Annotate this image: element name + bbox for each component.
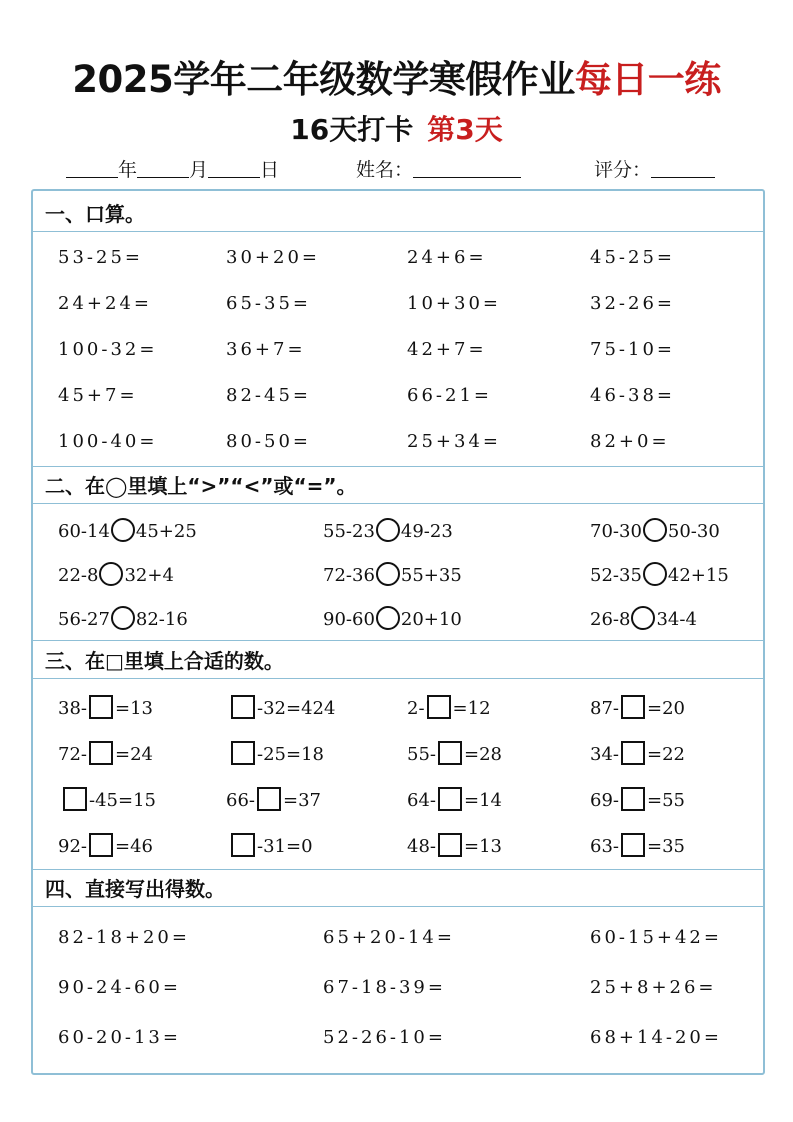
compare-problem xyxy=(323,562,462,589)
mixed-problem: 60-20-13= xyxy=(58,1027,181,1048)
compare-problem xyxy=(323,518,453,545)
mixed-problem: 25+8+26= xyxy=(590,977,717,998)
mixed-problem: 82-18+20= xyxy=(58,927,190,948)
answer-box[interactable] xyxy=(231,695,255,719)
divider xyxy=(33,231,763,232)
oral-problem: 100-40= xyxy=(58,431,158,452)
answer-circle[interactable] xyxy=(643,562,667,586)
mixed-problem: 90-24-60= xyxy=(58,977,181,998)
oral-problem: 36+7= xyxy=(226,339,306,360)
day-label: 日 xyxy=(260,159,280,181)
compare-problem xyxy=(323,606,462,633)
title-main: 2025学年二年级数学寒假作业 xyxy=(72,58,575,101)
section-3-title: 三、在□里填上合适的数。 xyxy=(45,649,284,673)
answer-circle[interactable] xyxy=(111,518,135,542)
oral-problem: 42+7= xyxy=(407,339,487,360)
answer-circle[interactable] xyxy=(376,562,400,586)
divider xyxy=(33,466,763,467)
answer-circle[interactable] xyxy=(111,606,135,630)
page-subtitle xyxy=(0,110,793,150)
divider xyxy=(33,678,763,679)
fill-problem: 87- =20 xyxy=(590,695,685,722)
answer-box[interactable] xyxy=(231,741,255,765)
subtitle-main: 16天打卡 xyxy=(290,113,414,146)
answer-circle[interactable] xyxy=(643,518,667,542)
divider xyxy=(33,640,763,641)
compare-problem xyxy=(58,606,188,633)
name-label: 姓名： xyxy=(356,159,414,181)
answer-box[interactable] xyxy=(89,833,113,857)
divider xyxy=(33,503,763,504)
fill-problem: -31=0 xyxy=(229,833,313,860)
subtitle-day: 第3天 xyxy=(427,113,503,146)
answer-box[interactable] xyxy=(231,833,255,857)
oral-problem: 82+0= xyxy=(590,431,670,452)
oral-problem: 66-21= xyxy=(407,385,492,406)
answer-box[interactable] xyxy=(438,787,462,811)
compare-problem xyxy=(590,518,720,545)
answer-circle[interactable] xyxy=(631,606,655,630)
answer-box[interactable] xyxy=(89,741,113,765)
oral-problem: 53-25= xyxy=(58,247,143,268)
compare-problem xyxy=(590,562,729,589)
oral-problem: 30+20= xyxy=(226,247,320,268)
answer-box[interactable] xyxy=(621,787,645,811)
mixed-problem: 68+14-20= xyxy=(590,1027,722,1048)
oral-problem: 100-32= xyxy=(58,339,158,360)
fill-problem: -45=15 xyxy=(61,787,156,814)
oral-problem: 45+7= xyxy=(58,385,138,406)
name-line xyxy=(356,158,521,184)
answer-circle[interactable] xyxy=(376,606,400,630)
oral-problem: 80-50= xyxy=(226,431,311,452)
fill-problem: 2- =12 xyxy=(407,695,491,722)
compare-problem xyxy=(58,518,197,545)
score-line xyxy=(594,158,715,184)
oral-problem: 65-35= xyxy=(226,293,311,314)
date-line xyxy=(66,158,279,184)
oral-problem: 24+24= xyxy=(58,293,152,314)
section-2-title: 二、在◯里填上“>”“<”或“=”。 xyxy=(45,474,357,498)
oral-problem: 75-10= xyxy=(590,339,675,360)
compare-left: 60-14 xyxy=(58,521,110,542)
mixed-problem: 60-15+42= xyxy=(590,927,722,948)
compare-right: 42+15 xyxy=(667,565,729,586)
mixed-problem: 65+20-14= xyxy=(323,927,455,948)
compare-right: 45+25 xyxy=(135,521,197,542)
year-blank[interactable] xyxy=(66,158,118,178)
compare-left: 55-23 xyxy=(323,521,375,542)
oral-problem: 25+34= xyxy=(407,431,501,452)
compare-left: 22-8 xyxy=(58,565,99,586)
answer-box[interactable] xyxy=(438,833,462,857)
compare-right: 55+35 xyxy=(400,565,462,586)
compare-problem xyxy=(590,606,697,633)
compare-right: 49-23 xyxy=(400,521,453,542)
mixed-problem: 67-18-39= xyxy=(323,977,446,998)
compare-right: 82-16 xyxy=(135,609,188,630)
compare-problem xyxy=(58,562,174,589)
mixed-problem: 52-26-10= xyxy=(323,1027,446,1048)
score-blank[interactable] xyxy=(651,158,715,178)
compare-right: 20+10 xyxy=(400,609,462,630)
day-blank[interactable] xyxy=(208,158,260,178)
oral-problem: 10+30= xyxy=(407,293,501,314)
month-label: 月 xyxy=(189,159,209,181)
oral-problem: 46-38= xyxy=(590,385,675,406)
fill-problem: 64- =14 xyxy=(407,787,502,814)
answer-circle[interactable] xyxy=(376,518,400,542)
answer-box[interactable] xyxy=(621,741,645,765)
compare-left: 56-27 xyxy=(58,609,110,630)
answer-box[interactable] xyxy=(89,695,113,719)
compare-left: 72-36 xyxy=(323,565,375,586)
section-4-title: 四、直接写出得数。 xyxy=(45,877,225,901)
compare-left: 70-30 xyxy=(590,521,642,542)
answer-box[interactable] xyxy=(257,787,281,811)
oral-problem: 82-45= xyxy=(226,385,311,406)
score-label: 评分： xyxy=(594,159,652,181)
year-label: 年 xyxy=(118,159,138,181)
compare-left: 90-60 xyxy=(323,609,375,630)
name-blank[interactable] xyxy=(413,158,521,178)
answer-box[interactable] xyxy=(438,741,462,765)
compare-right: 32+4 xyxy=(124,565,174,586)
fill-problem: -32=424 xyxy=(229,695,335,722)
compare-right: 34-4 xyxy=(656,609,697,630)
answer-circle[interactable] xyxy=(99,562,123,586)
answer-box[interactable] xyxy=(427,695,451,719)
fill-problem: 48- =13 xyxy=(407,833,502,860)
divider xyxy=(33,869,763,870)
fill-problem: 69- =55 xyxy=(590,787,685,814)
fill-problem: 55- =28 xyxy=(407,741,502,768)
fill-problem: 92- =46 xyxy=(58,833,153,860)
month-blank[interactable] xyxy=(137,158,189,178)
divider xyxy=(33,906,763,907)
fill-problem: 38- =13 xyxy=(58,695,153,722)
answer-box[interactable] xyxy=(63,787,87,811)
compare-left: 52-35 xyxy=(590,565,642,586)
fill-problem: 63- =35 xyxy=(590,833,685,860)
page-title xyxy=(0,56,793,104)
oral-problem: 32-26= xyxy=(590,293,675,314)
fill-problem: 34- =22 xyxy=(590,741,685,768)
fill-problem: -25=18 xyxy=(229,741,324,768)
title-highlight: 每日一练 xyxy=(574,58,721,101)
answer-box[interactable] xyxy=(621,695,645,719)
oral-problem: 45-25= xyxy=(590,247,675,268)
oral-problem: 24+6= xyxy=(407,247,487,268)
answer-box[interactable] xyxy=(621,833,645,857)
worksheet-box xyxy=(31,189,765,1075)
fill-problem: 72- =24 xyxy=(58,741,153,768)
compare-right: 50-30 xyxy=(667,521,720,542)
section-1-title: 一、口算。 xyxy=(45,202,145,226)
fill-problem: 66- =37 xyxy=(226,787,321,814)
compare-left: 26-8 xyxy=(590,609,631,630)
